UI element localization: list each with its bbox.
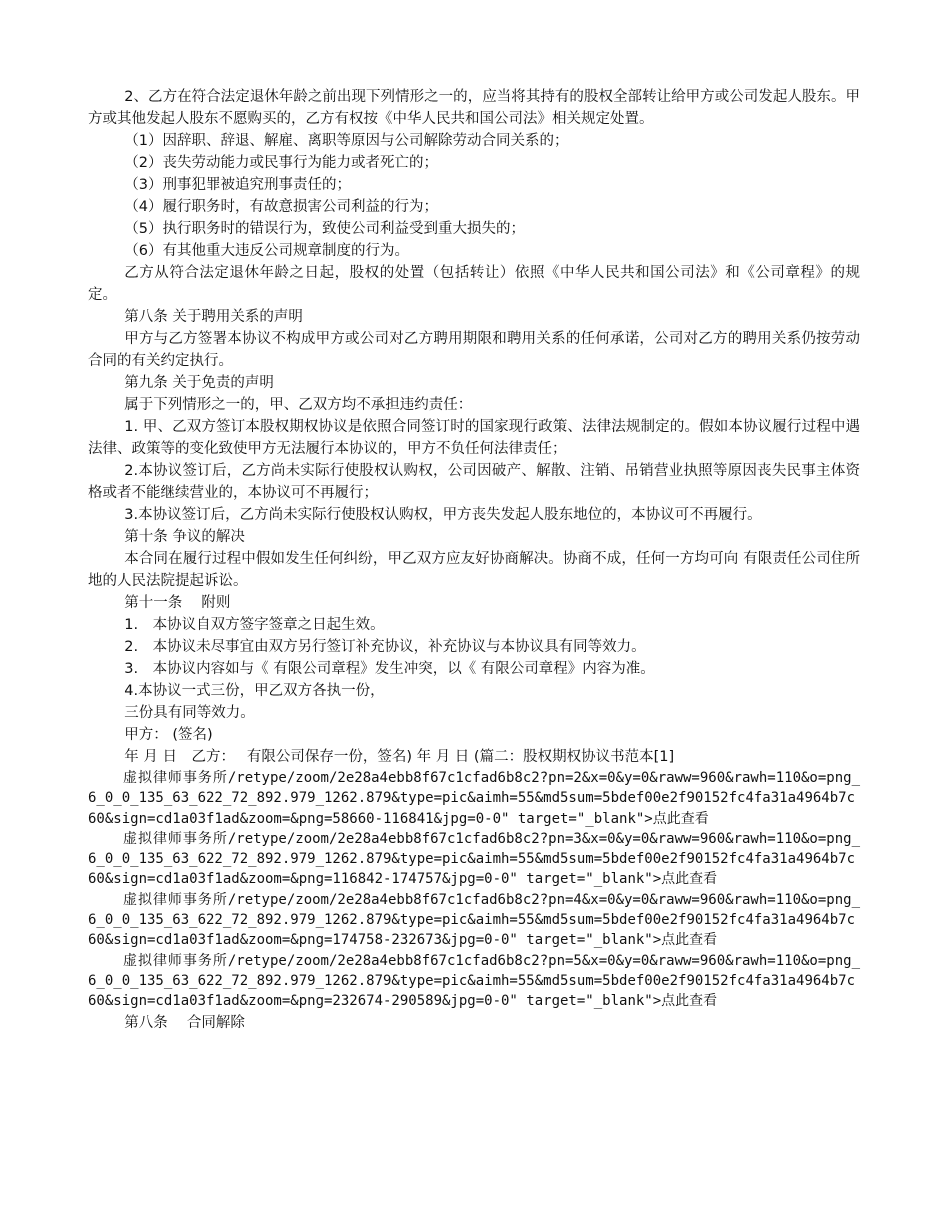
clause-item: 4.本协议一式三份，甲乙双方各执一份，: [124, 683, 385, 699]
clause-item: 1. 本协议自双方签字签章之日起生效。: [124, 617, 385, 633]
clause-item: （5）执行职务时的错误行为，致使公司利益受到重大损失的；: [124, 221, 525, 237]
clause-item: （6）有其他重大违反公司规章制度的行为。: [124, 243, 409, 259]
link-text: 虚拟律师事务所/retype/zoom/2e28a4ebb8f67c1cfad6b8c2?pn=5&x=0&y=0&raww=960&rawh=110&o=png_6_0_0_135_63_622_72_892.979_1262.879&type=pic&aimh=55&md5sum=5bdef00e2f90152fc4fa31a4964b7c60&sign=cd1a03f1ad&zoom=&png=232674-290589&jpg=0-0" target="_blank">点此查看: [88, 952, 860, 1010]
clause-item: （3）刑事犯罪被追究刑事责任的；: [124, 177, 351, 193]
clause-item: 2.本协议签订后，乙方尚未实际行使股权认购权，公司因破产、解散、注销、吊销营业执照等原因丧失民事主体资格或者不能继续营业的，本协议可不再履行；: [88, 463, 860, 501]
link-text: 虚拟律师事务所/retype/zoom/2e28a4ebb8f67c1cfad6b8c2?pn=4&x=0&y=0&raww=960&rawh=110&o=png_6_0_0_135_63_622_72_892.979_1262.879&type=pic&aimh=55&md5sum=5bdef00e2f90152fc4fa31a4964b7c60&sign=cd1a03f1ad&zoom=&png=174758-232673&jpg=0-0" target="_blank">点此查看: [88, 891, 860, 949]
clause-paragraph: 2、乙方在符合法定退休年龄之前出现下列情形之一的，应当将其持有的股权全部转让给甲方或公司发起人股东。甲方或其他发起人股东不愿购买的，乙方有权按《中华人民共和国公司法》相关规定处置。: [88, 89, 860, 127]
clause-paragraph: 乙方从符合法定退休年龄之日起，股权的处置（包括转让）依照《中华人民共和国公司法》和《公司章程》的规定。: [88, 265, 860, 303]
clause-item: 3.本协议签订后，乙方尚未实际行使股权认购权，甲方丧失发起人股东地位的，本协议可不再履行。: [124, 507, 762, 523]
clause-item: （2）丧失劳动能力或民事行为能力或者死亡的；: [124, 155, 438, 171]
article-heading: 第八条 关于聘用关系的声明: [124, 309, 303, 325]
article-heading: 第八条 合同解除: [124, 1014, 245, 1031]
clause-item: 三份具有同等效力。: [124, 705, 255, 721]
clause-item: 3. 本协议内容如与《 有限公司章程》发生冲突，以《 有限公司章程》内容为准。: [124, 661, 655, 677]
document-page: [88, 86, 860, 1034]
article-heading: 第十一条 附则: [124, 595, 231, 611]
link-text: 虚拟律师事务所/retype/zoom/2e28a4ebb8f67c1cfad6b8c2?pn=3&x=0&y=0&raww=960&rawh=110&o=png_6_0_0_135_63_622_72_892.979_1262.879&type=pic&aimh=55&md5sum=5bdef00e2f90152fc4fa31a4964b7c60&sign=cd1a03f1ad&zoom=&png=116842-174757&jpg=0-0" target="_blank">点此查看: [88, 830, 860, 888]
clause-item: （1）因辞职、辞退、解雇、离职等原因与公司解除劳动合同关系的；: [124, 133, 569, 149]
clause-item: （4）履行职务时，有故意损害公司利益的行为；: [124, 199, 438, 215]
clause-item: 2. 本协议未尽事宜由双方另行签订补充协议，补充协议与本协议具有同等效力。: [124, 639, 646, 655]
signature-line: 甲方： (签名): [124, 727, 213, 743]
clause-item: 1. 甲、乙双方签订本股权期权协议是依照合同签订时的国家现行政策、法律法规制定的。假如本协议履行过程中遇法律、政策等的变化致使甲方无法履行本协议的，甲方不负任何法律责任；: [88, 419, 860, 457]
link-text: 虚拟律师事务所/retype/zoom/2e28a4ebb8f67c1cfad6b8c2?pn=2&x=0&y=0&raww=960&rawh=110&o=png_6_0_0_135_63_622_72_892.979_1262.879&type=pic&aimh=55&md5sum=5bdef00e2f90152fc4fa31a4964b7c60&sign=cd1a03f1ad&zoom=&png=58660-116841&jpg=0-0" target="_blank">点此查看: [88, 770, 860, 827]
clause-paragraph: 本合同在履行过程中假如发生任何纠纷，甲乙双方应友好协商解决。协商不成，任何一方均可向 有限责任公司住所地的人民法院提起诉讼。: [88, 551, 860, 589]
article-heading: 第十条 争议的解决: [124, 529, 245, 545]
signature-line: 年 月 日 乙方： 有限公司保存一份，签名) 年 月 日 (篇二：股权期权协议书范本[1]: [124, 749, 675, 765]
clause-paragraph: 属于下列情形之一的，甲、乙双方均不承担违约责任：: [124, 397, 473, 413]
clause-paragraph: 甲方与乙方签署本协议不构成甲方或公司对乙方聘用期限和聘用关系的任何承诺，公司对乙方的聘用关系仍按劳动合同的有关约定执行。: [88, 331, 860, 369]
article-heading: 第九条 关于免责的声明: [124, 375, 274, 391]
